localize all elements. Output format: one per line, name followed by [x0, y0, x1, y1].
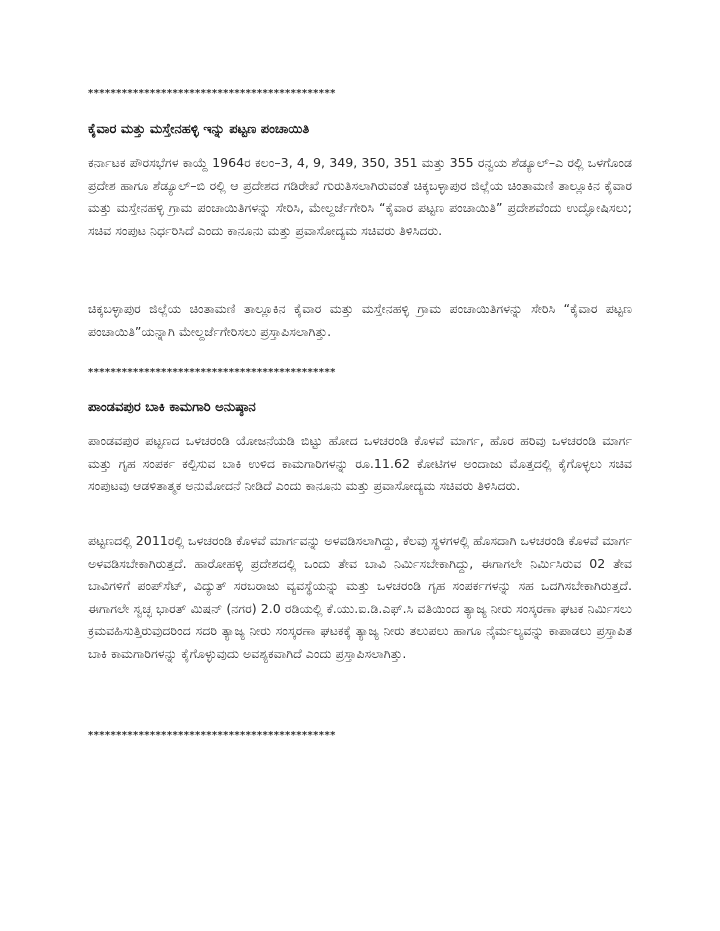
separator-top: ******************************************** [88, 88, 336, 99]
paragraph-pandavapura-2: ಪಟ್ಟಣದಲ್ಲಿ 2011ರಲ್ಲಿ ಒಳಚರಂಡಿ ಕೊಳವೆ ಮಾರ್ಗವನ್ನು ಅಳವಡಿಸಲಾಗಿದ್ದು, ಕೆಲವು ಸ್ಥಳಗಳಲ್ಲಿ ಹೊಸದಾಗಿ ಒಳಚರಂಡಿ ಕೊಳವೆ ಮಾರ್ಗ ಅಳವಡಿಸಬೇಕಾಗಿರುತ್ತದೆ. ಹಾರೋಹಳ್ಳಿ ಪ್ರದೇಶದಲ್ಲಿ ಒಂದು ತೇವ ಬಾವಿ ನಿರ್ಮಿಸಬೇಕಾಗಿದ್ದು, ಈಗಾಗಲೇ ನಿರ್ಮಿಸಿರುವ 02 ತೇವ ಬಾವಿಗಳಿಗೆ ಪಂಪ್‌ಸೆಟ್, ವಿದ್ಯುತ್ ಸರಬರಾಜು ವ್ಯವಸ್ಥೆಯನ್ನು ಮತ್ತು ಒಳಚರಂಡಿ ಗೃಹ ಸಂಪರ್ಕಗಳನ್ನು ಸಹ ಒದಗಿಸಬೇಕಾಗಿರುತ್ತದೆ. ಈಗಾಗಲೇ ಸ್ವಚ್ಛ ಭಾರತ್ ಮಿಷನ್ (ನಗರ) 2.0 ರಡಿಯಲ್ಲಿ ಕೆ.ಯು.ಐ.ಡಿ.ಎಫ್.ಸಿ ವತಿಯಿಂದ ತ್ಯಾಜ್ಯ ನೀರು ಸಂಸ್ಕರಣಾ ಘಟಕ ನಿರ್ಮಿಸಲು ಕ್ರಮವಹಿಸುತ್ತಿರುವುದರಿಂದ ಸದರಿ ತ್ಯಾಜ್ಯ ನೀರು ಸಂಸ್ಕರಣಾ ಘಟಕಕ್ಕೆ ತ್ಯಾಜ್ಯ ನೀರು ತಲುಪಲು ಹಾಗೂ ನೈರ್ಮಲ್ಯವನ್ನು ಕಾಪಾಡಲು ಪ್ರಸ್ತಾಪಿತ ಬಾಕಿ ಕಾಮಗಾರಿಗಳನ್ನು ಕೈಗೊಳ್ಳುವುದು ಅವಶ್ಯಕವಾಗಿದೆ ಎಂದು ಪ್ರಸ್ತಾಪಿಸಲಾಗಿತ್ತು. [88, 533, 633, 661]
section-heading-pandavapura: ಪಾಂಡವಪುರ ಬಾಕಿ ಕಾಮಗಾರಿ ಅನುಷ್ಠಾನ [88, 400, 256, 415]
separator-middle: ******************************************** [88, 367, 336, 378]
paragraph-kaivara-2: ಚಿಕ್ಕಬಳ್ಳಾಪುರ ಜಿಲ್ಲೆಯ ಚಿಂತಾಮಣಿ ತಾಲ್ಲೂಕಿನ ಕೈವಾರ ಮತ್ತು ಮಸ್ತೇನಹಳ್ಳಿ ಗ್ರಾಮ ಪಂಚಾಯಿತಿಗಳನ್ನು ಸೇರಿಸಿ “ಕೈವಾರ ಪಟ್ಟಣ ಪಂಚಾಯಿತಿ”ಯನ್ನಾಗಿ ಮೇಲ್ದರ್ಜೆಗೇರಿಸಲು ಪ್ರಸ್ತಾಪಿಸಲಾಗಿತ್ತು. [88, 301, 632, 339]
paragraph-pandavapura-1: ಪಾಂಡವಪುರ ಪಟ್ಟಣದ ಒಳಚರಂಡಿ ಯೋಜನೆಯಡಿ ಬಿಟ್ಟು ಹೋದ ಒಳಚರಂಡಿ ಕೊಳವೆ ಮಾರ್ಗ, ಹೊರ ಹರಿವು ಒಳಚರಂಡಿ ಮಾರ್ಗ ಮತ್ತು ಗೃಹ ಸಂಪರ್ಕ ಕಲ್ಪಿಸುವ ಬಾಕಿ ಉಳಿದ ಕಾಮಗಾರಿಗಳನ್ನು ರೂ.11.62 ಕೋಟಿಗಳ ಅಂದಾಜು ಮೊತ್ತದಲ್ಲಿ ಕೈಗೊಳ್ಳಲು ಸಚಿವ ಸಂಪುಟವು ಆಡಳಿತಾತ್ಮಕ ಅನುಮೋದನೆ ನೀಡಿದೆ ಎಂದು ಕಾನೂನು ಮತ್ತು ಪ್ರವಾಸೋದ್ಯಮ ಸಚಿವರು ತಿಳಿಸಿದರು. [88, 433, 632, 494]
separator-bottom: ******************************************** [88, 730, 336, 741]
section-heading-kaivara: ಕೈವಾರ ಮತ್ತು ಮಸ್ತೇನಹಳ್ಳಿ ಇನ್ನು ಪಟ್ಟಣ ಪಂಚಾಯಿತಿ [88, 122, 310, 137]
paragraph-kaivara-1: ಕರ್ನಾಟಕ ಪೌರಸಭೆಗಳ ಕಾಯ್ದೆ 1964ರ ಕಲಂ–3, 4, 9, 349, 350, 351 ಮತ್ತು 355 ರನ್ವಯ ಶೆಡ್ಯೂಲ್–ಎ ರಲ್ಲಿ ಒಳಗೊಂಡ ಪ್ರದೇಶ ಹಾಗೂ ಶೆಡ್ಯೂಲ್–ಬಿ ರಲ್ಲಿ ಆ ಪ್ರದೇಶದ ಗಡಿರೇಖೆ ಗುರುತಿಸಲಾಗಿರುವಂತೆ ಚಿಕ್ಕಬಳ್ಳಾಪುರ ಜಿಲ್ಲೆಯ ಚಿಂತಾಮಣಿ ತಾಲ್ಲೂಕಿನ ಕೈವಾರ ಮತ್ತು ಮಸ್ತೇನಹಳ್ಳಿ ಗ್ರಾಮ ಪಂಚಾಯಿತಿಗಳನ್ನು ಸೇರಿಸಿ, ಮೇಲ್ದರ್ಜೆಗೇರಿಸಿ “ಕೈವಾರ ಪಟ್ಟಣ ಪಂಚಾಯಿತಿ” ಪ್ರದೇಶವೆಂದು ಉದ್ಘೋಷಿಸಲು; ಸಚಿವ ಸಂಪುಟ ನಿರ್ಧರಿಸಿದೆ ಎಂದು ಕಾನೂನು ಮತ್ತು ಪ್ರವಾಸೋದ್ಯಮ ಸಚಿವರು ತಿಳಿಸಿದರು. [88, 155, 632, 238]
